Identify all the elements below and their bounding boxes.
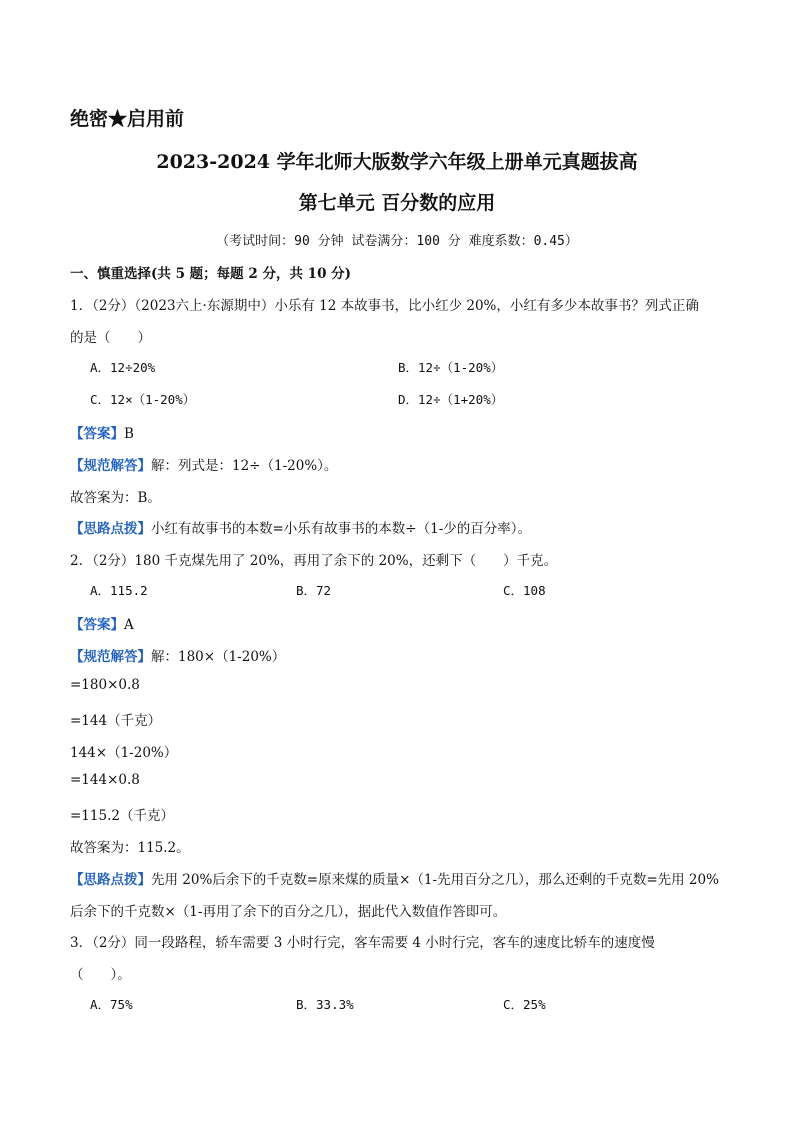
q1-solution-text: 解：列式是：12÷（1-20%）。 bbox=[151, 458, 338, 474]
q3-stem-line2: （ ）。 bbox=[70, 967, 131, 983]
q2-solution bbox=[70, 645, 285, 665]
q2-step-4: =144×0.8 bbox=[70, 772, 140, 788]
q2-step-3: 144×（1-20%） bbox=[70, 745, 178, 761]
section-title: 一、慎重选择(共 5 题；每题 2 分，共 10 分) bbox=[70, 266, 352, 282]
q1-hint-text: 小红有故事书的本数=小乐有故事书的本数÷（1-少的百分率）。 bbox=[151, 521, 532, 537]
q2-hint-text: 先用 20%后余下的千克数=原来煤的质量×（1-先用百分之几），那么还剩的千克数=先用 20% bbox=[151, 872, 719, 888]
q2-hint bbox=[70, 868, 719, 888]
q1-stem-line2: 的是（ ） bbox=[70, 330, 151, 346]
q1-option-c: C．12×（1-20%） bbox=[90, 392, 196, 407]
secret-mark: 绝密★启用前 bbox=[70, 108, 185, 130]
answer-tag: 【答案】 bbox=[70, 426, 124, 442]
q2-step-1: =180×0.8 bbox=[70, 677, 140, 693]
q1-hint bbox=[70, 517, 531, 537]
q3-option-c: C．25% bbox=[503, 997, 546, 1012]
q1-option-b: B．12÷（1-20%） bbox=[398, 360, 504, 375]
q2-step-2: =144（千克） bbox=[70, 713, 162, 729]
q2-conclusion: 故答案为：115.2。 bbox=[70, 840, 190, 856]
q3-option-a: A．75% bbox=[90, 997, 133, 1012]
q1-option-a: A．12÷20% bbox=[90, 360, 156, 375]
hint-tag: 【思路点拨】 bbox=[70, 872, 151, 888]
solution-tag: 【规范解答】 bbox=[70, 649, 151, 665]
q2-option-a: A．115.2 bbox=[90, 583, 148, 598]
q2-stem-line1: 2．（2分）180 千克煤先用了 20%，再用了余下的 20%，还剩下（ ）千克。 bbox=[70, 553, 558, 569]
hint-tag: 【思路点拨】 bbox=[70, 521, 151, 537]
q2-answer-value: A bbox=[124, 617, 134, 633]
q1-solution bbox=[70, 454, 337, 474]
solution-tag: 【规范解答】 bbox=[70, 458, 151, 474]
q1-option-d: D．12÷（1+20%） bbox=[398, 392, 504, 407]
unit-title: 第七单元 百分数的应用 bbox=[298, 192, 496, 214]
q3-stem-line1: 3．（2分）同一段路程，轿车需要 3 小时行完，客车需要 4 小时行完，客车的速度比轿车的速度慢 bbox=[70, 935, 655, 951]
q2-solution-text: 解：180×（1-20%） bbox=[151, 649, 286, 665]
q3-option-b: B．33.3% bbox=[296, 997, 354, 1012]
q1-stem-line1: 1．（2分）（2023六上·东源期中）小乐有 12 本故事书，比小红少 20%，小红有多少本故事书？列式正确 bbox=[70, 298, 699, 314]
exam-meta: （考试时间：90 分钟 试卷满分：100 分 难度系数：0.45） bbox=[216, 234, 578, 249]
q2-option-c: C．108 bbox=[503, 583, 546, 598]
q1-answer bbox=[70, 422, 134, 442]
q2-step-5: =115.2（千克） bbox=[70, 808, 174, 824]
answer-tag: 【答案】 bbox=[70, 617, 124, 633]
q1-answer-value: B bbox=[124, 426, 134, 442]
q2-answer bbox=[70, 613, 134, 633]
q2-hint-line2: 后余下的千克数×（1-再用了余下的百分之几），据此代入数值作答即可。 bbox=[70, 904, 507, 920]
q1-conclusion: 故答案为：B。 bbox=[70, 490, 161, 506]
q2-option-b: B．72 bbox=[296, 583, 332, 598]
paper-title: 2023-2024 学年北师大版数学六年级上册单元真题拔高 bbox=[156, 151, 638, 173]
